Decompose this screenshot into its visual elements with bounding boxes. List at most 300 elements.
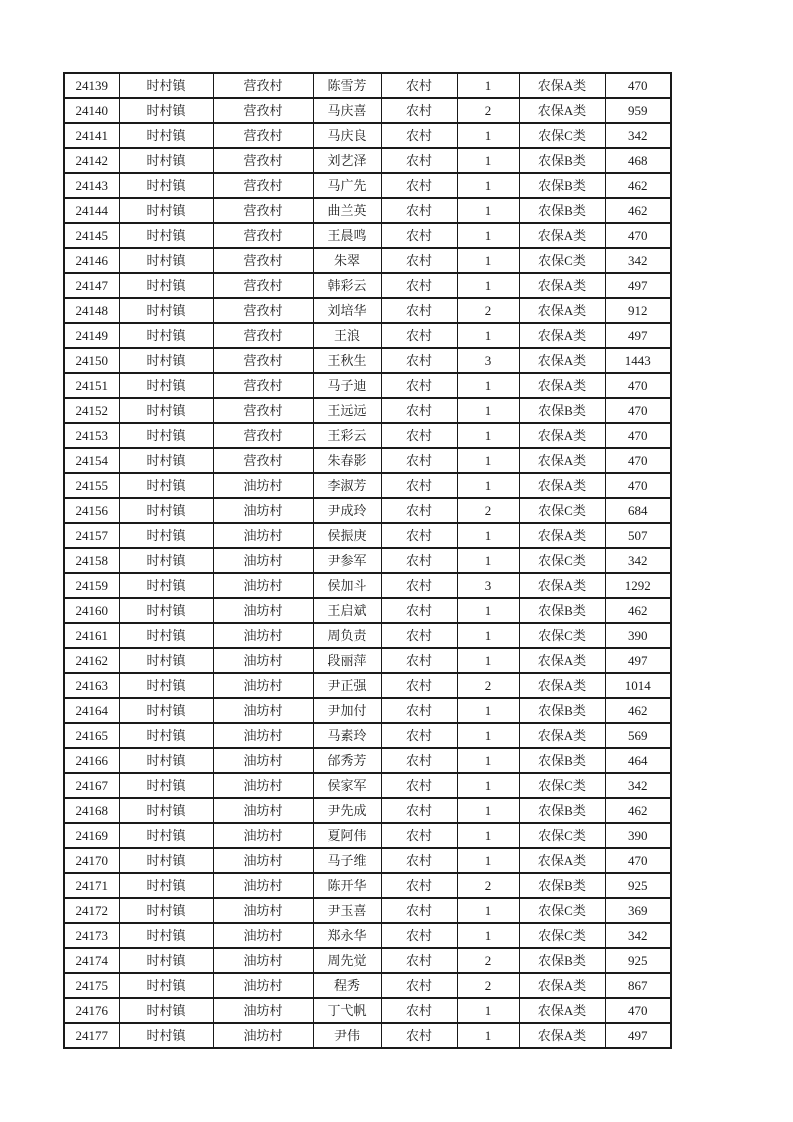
table-row [64,123,671,148]
cell-serial-number: 24168 [64,798,119,823]
cell-person-count: 3 [457,573,519,598]
cell-person-count: 1 [457,923,519,948]
cell-amount: 470 [605,473,671,498]
cell-amount: 468 [605,148,671,173]
cell-person-count: 3 [457,348,519,373]
cell-amount: 497 [605,323,671,348]
table-row [64,848,671,873]
cell-amount: 470 [605,223,671,248]
cell-town: 时村镇 [119,123,213,148]
cell-town: 时村镇 [119,723,213,748]
cell-village: 油坊村 [213,523,313,548]
cell-serial-number: 24173 [64,923,119,948]
cell-amount: 470 [605,398,671,423]
cell-insurance-category: 农保A类 [519,998,605,1023]
cell-residence-type: 农村 [381,273,457,298]
cell-amount: 470 [605,848,671,873]
table-body [64,73,671,1048]
cell-serial-number: 24157 [64,523,119,548]
table-row [64,998,671,1023]
cell-insurance-category: 农保C类 [519,498,605,523]
table-row [64,823,671,848]
cell-residence-type: 农村 [381,773,457,798]
cell-person-name: 尹伟 [313,1023,381,1048]
cell-insurance-category: 农保A类 [519,348,605,373]
cell-amount: 462 [605,698,671,723]
cell-village: 油坊村 [213,823,313,848]
cell-amount: 1014 [605,673,671,698]
cell-village: 营孜村 [213,198,313,223]
cell-person-count: 1 [457,273,519,298]
cell-residence-type: 农村 [381,673,457,698]
cell-insurance-category: 农保A类 [519,648,605,673]
cell-person-name: 陈开华 [313,873,381,898]
cell-residence-type: 农村 [381,748,457,773]
cell-person-name: 马广先 [313,173,381,198]
cell-town: 时村镇 [119,948,213,973]
table-row [64,723,671,748]
cell-town: 时村镇 [119,923,213,948]
cell-person-name: 程秀 [313,973,381,998]
cell-residence-type: 农村 [381,448,457,473]
cell-residence-type: 农村 [381,98,457,123]
cell-insurance-category: 农保B类 [519,598,605,623]
cell-town: 时村镇 [119,973,213,998]
cell-village: 油坊村 [213,973,313,998]
cell-insurance-category: 农保C类 [519,123,605,148]
cell-town: 时村镇 [119,498,213,523]
table-row [64,248,671,273]
cell-residence-type: 农村 [381,223,457,248]
cell-serial-number: 24160 [64,598,119,623]
cell-residence-type: 农村 [381,148,457,173]
cell-serial-number: 24162 [64,648,119,673]
table-row [64,748,671,773]
cell-village: 油坊村 [213,548,313,573]
cell-person-name: 马子维 [313,848,381,873]
table-row [64,698,671,723]
cell-town: 时村镇 [119,298,213,323]
cell-village: 油坊村 [213,498,313,523]
cell-insurance-category: 农保B类 [519,398,605,423]
cell-town: 时村镇 [119,623,213,648]
cell-town: 时村镇 [119,273,213,298]
cell-insurance-category: 农保A类 [519,73,605,98]
table-row [64,273,671,298]
cell-insurance-category: 农保A类 [519,673,605,698]
table-row [64,798,671,823]
cell-person-name: 马子迪 [313,373,381,398]
cell-serial-number: 24169 [64,823,119,848]
cell-town: 时村镇 [119,98,213,123]
cell-serial-number: 24176 [64,998,119,1023]
cell-serial-number: 24175 [64,973,119,998]
cell-serial-number: 24164 [64,698,119,723]
cell-village: 营孜村 [213,448,313,473]
cell-person-name: 马庆良 [313,123,381,148]
cell-amount: 462 [605,598,671,623]
cell-residence-type: 农村 [381,623,457,648]
table-row [64,623,671,648]
table-row [64,673,671,698]
cell-insurance-category: 农保B类 [519,698,605,723]
table-row [64,548,671,573]
cell-insurance-category: 农保A类 [519,448,605,473]
cell-person-count: 1 [457,173,519,198]
table-row [64,773,671,798]
cell-person-name: 李淑芳 [313,473,381,498]
cell-residence-type: 农村 [381,1023,457,1048]
cell-insurance-category: 农保A类 [519,523,605,548]
cell-person-name: 侯振庚 [313,523,381,548]
cell-serial-number: 24147 [64,273,119,298]
cell-residence-type: 农村 [381,498,457,523]
cell-town: 时村镇 [119,373,213,398]
table-row [64,898,671,923]
cell-amount: 390 [605,623,671,648]
cell-village: 油坊村 [213,798,313,823]
cell-serial-number: 24152 [64,398,119,423]
cell-town: 时村镇 [119,748,213,773]
cell-amount: 470 [605,73,671,98]
cell-person-name: 段丽萍 [313,648,381,673]
cell-serial-number: 24172 [64,898,119,923]
cell-person-name: 侯加斗 [313,573,381,598]
cell-person-count: 1 [457,248,519,273]
cell-village: 油坊村 [213,948,313,973]
cell-person-name: 王远远 [313,398,381,423]
cell-serial-number: 24159 [64,573,119,598]
cell-person-name: 王彩云 [313,423,381,448]
cell-person-count: 1 [457,648,519,673]
table-row [64,398,671,423]
cell-serial-number: 24145 [64,223,119,248]
cell-person-name: 郑永华 [313,923,381,948]
cell-person-count: 1 [457,523,519,548]
cell-insurance-category: 农保A类 [519,473,605,498]
table-row [64,648,671,673]
cell-person-count: 1 [457,548,519,573]
cell-village: 油坊村 [213,748,313,773]
cell-residence-type: 农村 [381,323,457,348]
cell-insurance-category: 农保B类 [519,873,605,898]
cell-person-count: 2 [457,673,519,698]
cell-insurance-category: 农保C类 [519,898,605,923]
cell-village: 油坊村 [213,623,313,648]
cell-town: 时村镇 [119,473,213,498]
table-row [64,423,671,448]
cell-serial-number: 24155 [64,473,119,498]
cell-residence-type: 农村 [381,598,457,623]
cell-town: 时村镇 [119,1023,213,1048]
cell-person-name: 韩彩云 [313,273,381,298]
cell-town: 时村镇 [119,998,213,1023]
cell-serial-number: 24143 [64,173,119,198]
cell-serial-number: 24142 [64,148,119,173]
cell-insurance-category: 农保A类 [519,273,605,298]
cell-serial-number: 24163 [64,673,119,698]
cell-insurance-category: 农保B类 [519,948,605,973]
cell-town: 时村镇 [119,348,213,373]
cell-insurance-category: 农保A类 [519,323,605,348]
cell-person-name: 邰秀芳 [313,748,381,773]
cell-person-name: 王浪 [313,323,381,348]
cell-residence-type: 农村 [381,573,457,598]
cell-insurance-category: 农保A类 [519,573,605,598]
cell-serial-number: 24177 [64,1023,119,1048]
cell-insurance-category: 农保A类 [519,1023,605,1048]
cell-village: 油坊村 [213,773,313,798]
cell-person-count: 1 [457,223,519,248]
cell-person-count: 1 [457,698,519,723]
cell-serial-number: 24139 [64,73,119,98]
cell-person-name: 尹正强 [313,673,381,698]
table-row [64,73,671,98]
cell-insurance-category: 农保C类 [519,248,605,273]
cell-person-count: 1 [457,448,519,473]
cell-serial-number: 24156 [64,498,119,523]
cell-town: 时村镇 [119,573,213,598]
cell-person-name: 朱春影 [313,448,381,473]
cell-amount: 342 [605,923,671,948]
cell-insurance-category: 农保A类 [519,223,605,248]
cell-insurance-category: 农保C类 [519,923,605,948]
cell-serial-number: 24144 [64,198,119,223]
cell-insurance-category: 农保A类 [519,423,605,448]
cell-residence-type: 农村 [381,923,457,948]
cell-residence-type: 农村 [381,348,457,373]
cell-amount: 684 [605,498,671,523]
table-row [64,923,671,948]
cell-village: 营孜村 [213,123,313,148]
cell-insurance-category: 农保B类 [519,198,605,223]
table-row [64,873,671,898]
cell-person-count: 1 [457,998,519,1023]
cell-village: 油坊村 [213,1023,313,1048]
cell-person-name: 尹成玲 [313,498,381,523]
cell-person-count: 2 [457,973,519,998]
cell-residence-type: 农村 [381,423,457,448]
cell-person-count: 1 [457,848,519,873]
cell-residence-type: 农村 [381,248,457,273]
cell-town: 时村镇 [119,148,213,173]
benefit-roster-table [63,72,672,1049]
cell-serial-number: 24149 [64,323,119,348]
cell-amount: 342 [605,548,671,573]
cell-village: 油坊村 [213,873,313,898]
cell-town: 时村镇 [119,823,213,848]
table-row [64,498,671,523]
cell-person-name: 周负责 [313,623,381,648]
cell-serial-number: 24150 [64,348,119,373]
cell-amount: 470 [605,373,671,398]
cell-town: 时村镇 [119,73,213,98]
table-row [64,348,671,373]
cell-person-count: 1 [457,423,519,448]
cell-town: 时村镇 [119,898,213,923]
cell-person-count: 1 [457,823,519,848]
cell-insurance-category: 农保B类 [519,148,605,173]
cell-person-name: 王秋生 [313,348,381,373]
cell-person-count: 2 [457,298,519,323]
cell-town: 时村镇 [119,223,213,248]
cell-insurance-category: 农保A类 [519,848,605,873]
cell-village: 营孜村 [213,298,313,323]
cell-amount: 912 [605,298,671,323]
cell-amount: 959 [605,98,671,123]
cell-amount: 342 [605,123,671,148]
cell-person-count: 1 [457,73,519,98]
cell-person-name: 丁弋帆 [313,998,381,1023]
cell-village: 营孜村 [213,373,313,398]
cell-amount: 867 [605,973,671,998]
cell-person-name: 刘艺泽 [313,148,381,173]
cell-residence-type: 农村 [381,973,457,998]
cell-residence-type: 农村 [381,798,457,823]
cell-village: 营孜村 [213,173,313,198]
cell-village: 油坊村 [213,723,313,748]
cell-town: 时村镇 [119,523,213,548]
table-row [64,573,671,598]
cell-village: 营孜村 [213,273,313,298]
cell-town: 时村镇 [119,548,213,573]
cell-town: 时村镇 [119,448,213,473]
cell-amount: 925 [605,948,671,973]
cell-village: 油坊村 [213,923,313,948]
cell-insurance-category: 农保B类 [519,748,605,773]
table-row [64,148,671,173]
cell-village: 油坊村 [213,598,313,623]
cell-amount: 497 [605,273,671,298]
cell-insurance-category: 农保A类 [519,98,605,123]
cell-village: 营孜村 [213,148,313,173]
cell-residence-type: 农村 [381,873,457,898]
cell-residence-type: 农村 [381,298,457,323]
cell-residence-type: 农村 [381,948,457,973]
cell-residence-type: 农村 [381,123,457,148]
cell-person-name: 周先觉 [313,948,381,973]
cell-person-count: 1 [457,123,519,148]
table-row [64,1023,671,1048]
table-row [64,223,671,248]
cell-person-count: 1 [457,148,519,173]
cell-person-count: 1 [457,398,519,423]
cell-town: 时村镇 [119,423,213,448]
cell-residence-type: 农村 [381,73,457,98]
table-row [64,173,671,198]
cell-serial-number: 24148 [64,298,119,323]
cell-amount: 1443 [605,348,671,373]
cell-person-name: 王晨鸣 [313,223,381,248]
cell-residence-type: 农村 [381,723,457,748]
cell-town: 时村镇 [119,698,213,723]
cell-insurance-category: 农保B类 [519,798,605,823]
cell-village: 油坊村 [213,848,313,873]
cell-person-count: 1 [457,198,519,223]
cell-person-name: 曲兰英 [313,198,381,223]
cell-person-count: 1 [457,473,519,498]
cell-village: 油坊村 [213,898,313,923]
cell-residence-type: 农村 [381,523,457,548]
cell-amount: 569 [605,723,671,748]
cell-insurance-category: 农保C类 [519,773,605,798]
cell-serial-number: 24158 [64,548,119,573]
cell-amount: 342 [605,248,671,273]
cell-insurance-category: 农保A类 [519,973,605,998]
cell-town: 时村镇 [119,248,213,273]
cell-insurance-category: 农保A类 [519,373,605,398]
cell-village: 油坊村 [213,473,313,498]
cell-village: 油坊村 [213,673,313,698]
cell-person-count: 1 [457,373,519,398]
cell-residence-type: 农村 [381,198,457,223]
cell-person-name: 陈雪芳 [313,73,381,98]
cell-person-count: 1 [457,798,519,823]
cell-serial-number: 24161 [64,623,119,648]
cell-serial-number: 24154 [64,448,119,473]
cell-serial-number: 24165 [64,723,119,748]
cell-serial-number: 24174 [64,948,119,973]
cell-amount: 497 [605,1023,671,1048]
cell-residence-type: 农村 [381,998,457,1023]
cell-person-name: 尹加付 [313,698,381,723]
cell-person-name: 侯家军 [313,773,381,798]
cell-serial-number: 24167 [64,773,119,798]
cell-person-name: 马庆喜 [313,98,381,123]
cell-village: 营孜村 [213,73,313,98]
cell-village: 营孜村 [213,348,313,373]
cell-residence-type: 农村 [381,373,457,398]
cell-person-count: 1 [457,323,519,348]
cell-insurance-category: 农保C类 [519,823,605,848]
cell-residence-type: 农村 [381,898,457,923]
cell-village: 营孜村 [213,98,313,123]
cell-insurance-category: 农保B类 [519,173,605,198]
cell-insurance-category: 农保A类 [519,723,605,748]
cell-person-count: 1 [457,598,519,623]
cell-amount: 462 [605,198,671,223]
cell-residence-type: 农村 [381,648,457,673]
cell-town: 时村镇 [119,648,213,673]
cell-residence-type: 农村 [381,698,457,723]
cell-town: 时村镇 [119,198,213,223]
cell-amount: 925 [605,873,671,898]
cell-town: 时村镇 [119,848,213,873]
cell-town: 时村镇 [119,773,213,798]
cell-amount: 470 [605,448,671,473]
cell-person-count: 1 [457,898,519,923]
table-row [64,948,671,973]
cell-amount: 470 [605,423,671,448]
table-row [64,373,671,398]
cell-amount: 462 [605,798,671,823]
cell-amount: 1292 [605,573,671,598]
cell-person-count: 2 [457,873,519,898]
cell-village: 营孜村 [213,423,313,448]
cell-residence-type: 农村 [381,398,457,423]
cell-serial-number: 24151 [64,373,119,398]
table-row [64,98,671,123]
cell-person-count: 2 [457,98,519,123]
cell-residence-type: 农村 [381,548,457,573]
cell-residence-type: 农村 [381,848,457,873]
cell-person-count: 1 [457,623,519,648]
cell-serial-number: 24170 [64,848,119,873]
cell-residence-type: 农村 [381,173,457,198]
table-row [64,598,671,623]
cell-amount: 462 [605,173,671,198]
cell-person-name: 王启斌 [313,598,381,623]
